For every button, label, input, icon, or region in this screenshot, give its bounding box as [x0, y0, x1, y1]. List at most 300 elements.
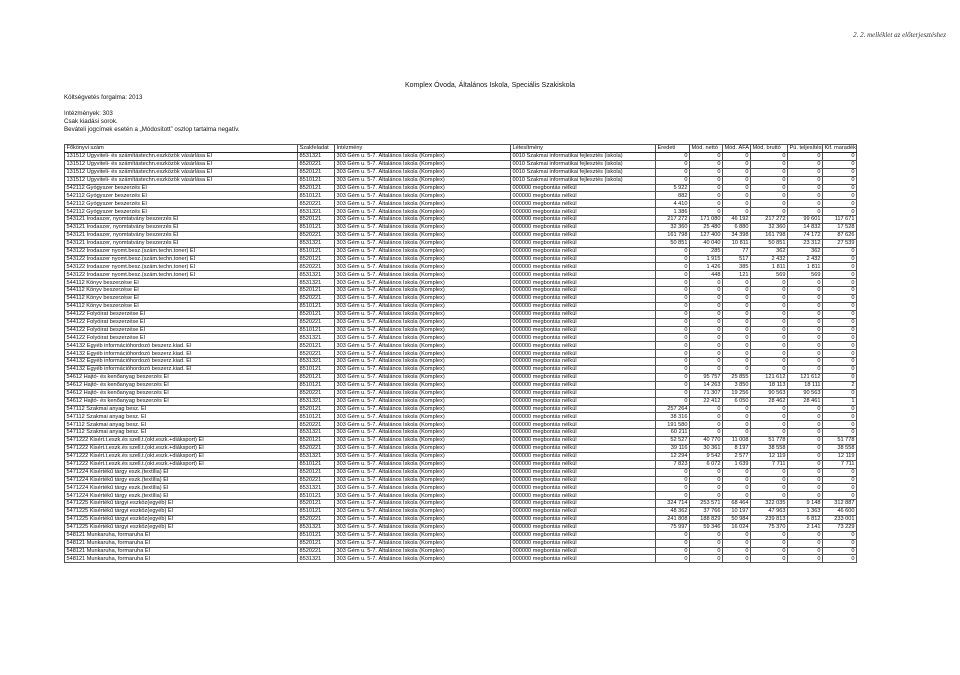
cell-original: 0 — [656, 160, 690, 168]
cell-facility: 000000 megbontás nélkül — [511, 444, 656, 452]
cell-original: 4 410 — [656, 200, 690, 208]
cell-paid: 0 — [788, 208, 823, 216]
cell-task: 8531321 — [298, 334, 335, 342]
cell-paid: 0 — [788, 153, 823, 161]
cell-facility: 000000 megbontás nélkül — [511, 460, 656, 468]
cell-task: 8510121 — [298, 192, 335, 200]
col-header-remaining: Kif. maradék — [824, 145, 856, 152]
cell-institution: 303 Gém u. 5-7. Általános Iskola (Komplex) — [335, 444, 511, 452]
cell-paid: 2 432 — [788, 255, 823, 263]
cell-task: 8520221 — [298, 547, 335, 555]
cell-remaining: 0 — [823, 279, 857, 287]
cell-paid: 0 — [788, 176, 823, 184]
cell-gross: 0 — [751, 160, 788, 168]
cell-institution: 303 Gém u. 5-7. Általános Iskola (Komplex) — [335, 515, 511, 523]
table-row — [65, 192, 857, 200]
cell-original: 0 — [656, 350, 690, 358]
cell-gross: 75 370 — [751, 523, 788, 531]
cell-ledger: 548121 Munkaruha, formaruha EI — [65, 555, 298, 563]
cell-ledger: 548121 Munkaruha, formaruha EI — [65, 531, 298, 539]
cell-facility: 000000 megbontás nélkül — [511, 310, 656, 318]
cell-remaining: 0 — [823, 295, 857, 303]
cell-original: 882 — [656, 192, 690, 200]
page-title: Komplex Óvoda, Általános Iskola, Speciális Szakiskola — [404, 82, 576, 89]
cell-facility: 000000 megbontás nélkül — [511, 500, 656, 508]
cell-paid: 362 — [788, 247, 823, 255]
cell-remaining: 0 — [823, 484, 857, 492]
cell-gross: 0 — [751, 168, 788, 176]
cell-vat: 0 — [723, 405, 751, 413]
cell-facility: 000000 megbontás nélkül — [511, 239, 656, 247]
cell-net: 0 — [690, 429, 723, 437]
cell-gross: 0 — [751, 279, 788, 287]
cell-task: 8520121 — [298, 342, 335, 350]
cell-task: 8531321 — [298, 239, 335, 247]
cell-remaining: 0 — [823, 405, 857, 413]
cell-institution: 303 Gém u. 5-7. Általános Iskola (Komplex) — [335, 484, 511, 492]
cell-original: 5 922 — [656, 184, 690, 192]
table-row — [65, 437, 857, 445]
cell-remaining: 0 — [823, 184, 857, 192]
cell-original: 0 — [656, 287, 690, 295]
cell-task: 8510121 — [298, 224, 335, 232]
budget-year-line: Költségvetés forgalma: 2013 — [64, 94, 143, 101]
cell-gross: 51 778 — [751, 437, 788, 445]
cell-vat: 0 — [723, 476, 751, 484]
cell-task: 8520221 — [298, 515, 335, 523]
cell-remaining: 0 — [823, 176, 857, 184]
cell-facility: 000000 megbontás nélkül — [511, 255, 656, 263]
cell-remaining: 0 — [823, 318, 857, 326]
cell-net: 9 542 — [690, 452, 723, 460]
cell-net: 0 — [690, 310, 723, 318]
cell-task: 8531321 — [298, 271, 335, 279]
table-row — [65, 200, 857, 208]
cell-paid: 0 — [788, 547, 823, 555]
cell-facility: 000000 megbontás nélkül — [511, 381, 656, 389]
cell-gross: 569 — [751, 271, 788, 279]
cell-facility: 0010 Szakmai informatikai fejlesztés (iskola) — [511, 168, 656, 176]
cell-original: 75 997 — [656, 523, 690, 531]
cell-vat: 0 — [723, 334, 751, 342]
cell-task: 8510121 — [298, 247, 335, 255]
table-row — [65, 271, 857, 279]
cell-original: 0 — [656, 263, 690, 271]
table-row — [65, 389, 857, 397]
cell-net: 22 412 — [690, 397, 723, 405]
cell-task: 8531321 — [298, 452, 335, 460]
cell-vat: 0 — [723, 342, 751, 350]
cell-gross: 0 — [751, 295, 788, 303]
cell-net: 0 — [690, 176, 723, 184]
cell-task: 8520221 — [298, 200, 335, 208]
cell-task: 8520121 — [298, 405, 335, 413]
cell-task: 8520221 — [298, 160, 335, 168]
cell-institution: 303 Gém u. 5-7. Általános Iskola (Komplex) — [335, 224, 511, 232]
cell-facility: 000000 megbontás nélkül — [511, 476, 656, 484]
cell-facility: 000000 megbontás nélkül — [511, 373, 656, 381]
table-row — [65, 515, 857, 523]
cell-ledger: 5471222 Kisért.t.eszk.és szell.t.(okt.eszk.+diáksport) EI — [65, 437, 298, 445]
cell-ledger: 544112 Könyv beszerzése EI — [65, 287, 298, 295]
cell-institution: 303 Gém u. 5-7. Általános Iskola (Komplex) — [335, 334, 511, 342]
cell-remaining: 0 — [823, 287, 857, 295]
cell-facility: 000000 megbontás nélkül — [511, 334, 656, 342]
col-header-task: Szakfeladat — [298, 145, 335, 153]
cell-institution: 303 Gém u. 5-7. Általános Iskola (Komplex) — [335, 531, 511, 539]
cell-gross: 0 — [751, 350, 788, 358]
cell-paid: 0 — [788, 366, 823, 374]
cell-vat: 0 — [723, 429, 751, 437]
cell-facility: 000000 megbontás nélkül — [511, 263, 656, 271]
cell-gross: 32 360 — [751, 224, 788, 232]
cell-net: 253 571 — [690, 500, 723, 508]
cell-gross: 0 — [751, 476, 788, 484]
cell-institution: 303 Gém u. 5-7. Általános Iskola (Komplex) — [335, 295, 511, 303]
cell-ledger: 544132 Egyéb információhordozó beszerz.kiad. EI — [65, 350, 298, 358]
cell-remaining: 0 — [823, 192, 857, 200]
cell-original: 0 — [656, 168, 690, 176]
cell-original: 7 823 — [656, 460, 690, 468]
cell-facility: 000000 megbontás nélkül — [511, 429, 656, 437]
cell-institution: 303 Gém u. 5-7. Általános Iskola (Komplex) — [335, 437, 511, 445]
table-row — [65, 429, 857, 437]
cell-task: 8531321 — [298, 523, 335, 531]
cell-paid: 2 141 — [788, 523, 823, 531]
table-row — [65, 397, 857, 405]
cell-vat: 0 — [723, 413, 751, 421]
table-row — [65, 531, 857, 539]
cell-net: 25 480 — [690, 224, 723, 232]
cell-remaining: 0 — [823, 429, 857, 437]
cell-facility: 000000 megbontás nélkül — [511, 405, 656, 413]
cell-institution: 303 Gém u. 5-7. Általános Iskola (Komplex) — [335, 539, 511, 547]
cell-remaining: 0 — [823, 389, 857, 397]
cell-facility: 000000 megbontás nélkül — [511, 287, 656, 295]
cell-task: 8531321 — [298, 555, 335, 563]
cell-institution: 303 Gém u. 5-7. Általános Iskola (Komplex) — [335, 239, 511, 247]
cell-facility: 000000 megbontás nélkül — [511, 216, 656, 224]
cell-facility: 000000 megbontás nélkül — [511, 492, 656, 500]
cell-ledger: 544122 Folyóirat beszerzése EI — [65, 318, 298, 326]
cell-paid: 0 — [788, 460, 823, 468]
cell-task: 8520121 — [298, 373, 335, 381]
cell-original: 0 — [656, 153, 690, 161]
cell-original: 0 — [656, 310, 690, 318]
cell-paid: 0 — [788, 318, 823, 326]
cell-paid: 121 612 — [788, 373, 823, 381]
cell-net: 0 — [690, 326, 723, 334]
cell-ledger: 131512 Ügyviteli- és számítástechn.eszközök vásárlása EI — [65, 168, 298, 176]
cell-gross: 0 — [751, 318, 788, 326]
cell-facility: 000000 megbontás nélkül — [511, 247, 656, 255]
table-row — [65, 224, 857, 232]
cell-paid: 0 — [788, 287, 823, 295]
cell-remaining: 0 — [823, 200, 857, 208]
table-row — [65, 484, 857, 492]
cell-paid: 1 363 — [788, 508, 823, 516]
cell-institution: 303 Gém u. 5-7. Általános Iskola (Komplex) — [335, 373, 511, 381]
cell-institution: 303 Gém u. 5-7. Általános Iskola (Komplex) — [335, 397, 511, 405]
cell-paid: 0 — [788, 531, 823, 539]
cell-task: 8520221 — [298, 421, 335, 429]
cell-facility: 000000 megbontás nélkül — [511, 523, 656, 531]
cell-institution: 303 Gém u. 5-7. Általános Iskola (Komplex) — [335, 523, 511, 531]
cell-vat: 77 — [723, 247, 751, 255]
cell-remaining: 233 001 — [823, 515, 857, 523]
cell-ledger: 544132 Egyéb információhordozó beszerz.kiad. EI — [65, 342, 298, 350]
cell-institution: 303 Gém u. 5-7. Általános Iskola (Komplex) — [335, 208, 511, 216]
cell-task: 8531321 — [298, 397, 335, 405]
cell-original: 0 — [656, 279, 690, 287]
cell-gross: 217 272 — [751, 216, 788, 224]
cell-remaining: 0 — [823, 547, 857, 555]
cell-remaining: 0 — [823, 531, 857, 539]
cell-remaining: 0 — [823, 208, 857, 216]
col-header-institution: Intézmény — [335, 145, 511, 153]
cell-net: 188 829 — [690, 515, 723, 523]
cell-institution: 303 Gém u. 5-7. Általános Iskola (Komplex) — [335, 318, 511, 326]
cell-task: 8510121 — [298, 413, 335, 421]
cell-institution: 303 Gém u. 5-7. Általános Iskola (Komplex) — [335, 358, 511, 366]
negative-note-line: Beváteli jogcímek esetén a „Módosított” oszlop tartalma negatív. — [64, 126, 240, 133]
cell-facility: 000000 megbontás nélkül — [511, 184, 656, 192]
cell-remaining: 312 887 — [823, 500, 857, 508]
cell-remaining: 0 — [823, 326, 857, 334]
cell-net: 14 263 — [690, 381, 723, 389]
cell-facility: 0010 Szakmai informatikai fejlesztés (iskola) — [511, 160, 656, 168]
cell-gross: 0 — [751, 334, 788, 342]
cell-vat: 10 197 — [723, 508, 751, 516]
table-row — [65, 366, 857, 374]
cell-paid: 569 — [788, 271, 823, 279]
cell-paid: 0 — [788, 413, 823, 421]
cell-ledger: 544112 Könyv beszerzése EI — [65, 295, 298, 303]
cell-paid: 0 — [788, 200, 823, 208]
cell-original: 0 — [656, 531, 690, 539]
table-row — [65, 547, 857, 555]
cell-remaining: 0 — [823, 342, 857, 350]
cell-paid: 0 — [788, 350, 823, 358]
cell-task: 8520221 — [298, 350, 335, 358]
cell-gross: 161 798 — [751, 231, 788, 239]
cell-remaining: 0 — [823, 413, 857, 421]
cell-paid: 0 — [788, 476, 823, 484]
cell-gross: 0 — [751, 413, 788, 421]
cell-net: 0 — [690, 350, 723, 358]
cell-original: 0 — [656, 547, 690, 555]
cell-vat: 0 — [723, 302, 751, 310]
cell-vat: 3 850 — [723, 381, 751, 389]
cell-ledger: 544122 Folyóirat beszerzése EI — [65, 334, 298, 342]
cell-vat: 0 — [723, 176, 751, 184]
cell-net: 40 770 — [690, 437, 723, 445]
cell-gross: 12 119 — [751, 452, 788, 460]
cell-institution: 303 Gém u. 5-7. Általános Iskola (Komplex) — [335, 200, 511, 208]
cell-institution: 303 Gém u. 5-7. Általános Iskola (Komplex) — [335, 381, 511, 389]
cell-gross: 0 — [751, 492, 788, 500]
cell-vat: 0 — [723, 153, 751, 161]
cell-ledger: 544112 Könyv beszerzése EI — [65, 279, 298, 287]
cell-net: 6 072 — [690, 460, 723, 468]
cell-paid: 0 — [788, 444, 823, 452]
cell-task: 8520221 — [298, 231, 335, 239]
cell-original: 0 — [656, 389, 690, 397]
cell-net: 0 — [690, 200, 723, 208]
cell-paid: 0 — [788, 358, 823, 366]
cell-net: 0 — [690, 342, 723, 350]
cell-institution: 303 Gém u. 5-7. Általános Iskola (Komplex) — [335, 192, 511, 200]
cell-vat: 0 — [723, 160, 751, 168]
cell-institution: 303 Gém u. 5-7. Általános Iskola (Komplex) — [335, 153, 511, 161]
cell-original: 0 — [656, 468, 690, 476]
cell-vat: 0 — [723, 287, 751, 295]
cell-original: 50 851 — [656, 239, 690, 247]
cell-facility: 000000 megbontás nélkül — [511, 192, 656, 200]
cell-facility: 000000 megbontás nélkül — [511, 231, 656, 239]
cell-task: 8520121 — [298, 310, 335, 318]
cell-facility: 000000 megbontás nélkül — [511, 200, 656, 208]
cell-ledger: 5471225 Kisértékű tárgyi eszköz(egyéb) EI — [65, 515, 298, 523]
cell-institution: 303 Gém u. 5-7. Általános Iskola (Komplex) — [335, 500, 511, 508]
cell-original: 0 — [656, 176, 690, 184]
cell-paid: 18 111 — [788, 381, 823, 389]
cell-gross: 0 — [751, 547, 788, 555]
cell-gross: 0 — [751, 468, 788, 476]
cell-facility: 000000 megbontás nélkül — [511, 452, 656, 460]
cell-remaining: 0 — [823, 476, 857, 484]
cell-institution: 303 Gém u. 5-7. Általános Iskola (Komplex) — [335, 216, 511, 224]
cell-facility: 000000 megbontás nélkül — [511, 342, 656, 350]
cell-vat: 8 197 — [723, 444, 751, 452]
cell-gross: 18 113 — [751, 381, 788, 389]
cell-task: 8510121 — [298, 381, 335, 389]
col-header-vat: Mód. ÁFA — [724, 145, 750, 152]
cell-vat: 0 — [723, 555, 751, 563]
cell-vat: 385 — [723, 263, 751, 271]
cell-ledger: 542112 Gyógyszer beszerzés EI — [65, 200, 298, 208]
cell-task: 8510121 — [298, 302, 335, 310]
cell-institution: 303 Gém u. 5-7. Általános Iskola (Komplex) — [335, 302, 511, 310]
cell-paid: 6 812 — [788, 515, 823, 523]
cell-vat: 0 — [723, 310, 751, 318]
cell-facility: 000000 megbontás nélkül — [511, 295, 656, 303]
cell-remaining: 27 539 — [823, 239, 857, 247]
cell-institution: 303 Gém u. 5-7. Általános Iskola (Komplex) — [335, 255, 511, 263]
table-row — [65, 444, 857, 452]
cell-gross: 1 811 — [751, 263, 788, 271]
cell-task: 8520221 — [298, 318, 335, 326]
cell-facility: 000000 megbontás nélkül — [511, 389, 656, 397]
table-row — [65, 452, 857, 460]
cell-task: 8520221 — [298, 263, 335, 271]
cell-institution: 303 Gém u. 5-7. Általános Iskola (Komplex) — [335, 460, 511, 468]
budget-table — [64, 144, 857, 563]
cell-net: 1 426 — [690, 263, 723, 271]
cell-vat: 0 — [723, 326, 751, 334]
table-row — [65, 231, 857, 239]
cell-net: 0 — [690, 334, 723, 342]
cell-original: 0 — [656, 326, 690, 334]
cell-remaining: 0 — [823, 492, 857, 500]
cell-task: 8520221 — [298, 476, 335, 484]
cell-gross: 0 — [751, 531, 788, 539]
cell-net: 0 — [690, 468, 723, 476]
cell-net: 40 040 — [690, 239, 723, 247]
cell-original: 324 714 — [656, 500, 690, 508]
cell-vat: 0 — [723, 547, 751, 555]
cell-net: 0 — [690, 366, 723, 374]
cell-institution: 303 Gém u. 5-7. Általános Iskola (Komplex) — [335, 176, 511, 184]
cell-ledger: 5471225 Kisértékű tárgyi eszköz(egyéb) EI — [65, 508, 298, 516]
cell-vat: 10 811 — [723, 239, 751, 247]
cell-net: 0 — [690, 421, 723, 429]
cell-remaining: 0 — [823, 168, 857, 176]
cell-gross: 362 — [751, 247, 788, 255]
cell-institution: 303 Gém u. 5-7. Általános Iskola (Komplex) — [335, 429, 511, 437]
cell-ledger: 544122 Folyóirat beszerzése EI — [65, 326, 298, 334]
cell-task: 8510121 — [298, 176, 335, 184]
cell-gross: 0 — [751, 302, 788, 310]
cell-remaining: 0 — [823, 263, 857, 271]
cell-remaining: 46 600 — [823, 508, 857, 516]
cell-remaining: 0 — [823, 373, 857, 381]
cell-original: 48 362 — [656, 508, 690, 516]
cell-net: 1 915 — [690, 255, 723, 263]
table-row — [65, 208, 857, 216]
cell-paid: 90 563 — [788, 389, 823, 397]
cell-net: 0 — [690, 302, 723, 310]
cell-vat: 0 — [723, 208, 751, 216]
cell-paid: 0 — [788, 342, 823, 350]
cell-original: 0 — [656, 334, 690, 342]
cell-paid: 23 312 — [788, 239, 823, 247]
cell-paid: 0 — [788, 192, 823, 200]
cell-vat: 0 — [723, 350, 751, 358]
cell-facility: 000000 megbontás nélkül — [511, 539, 656, 547]
cell-original: 60 211 — [656, 429, 690, 437]
cell-gross: 0 — [751, 484, 788, 492]
cell-net: 0 — [690, 168, 723, 176]
cell-gross: 28 462 — [751, 397, 788, 405]
table-row — [65, 153, 857, 161]
cell-remaining: 73 229 — [823, 523, 857, 531]
cell-task: 8520221 — [298, 389, 335, 397]
cell-paid: 0 — [788, 492, 823, 500]
table-row — [65, 413, 857, 421]
table-row — [65, 184, 857, 192]
table-row — [65, 247, 857, 255]
cell-paid: 0 — [788, 160, 823, 168]
cell-remaining: 0 — [823, 247, 857, 255]
cell-ledger: 131512 Ügyviteli- és számítástechn.eszközök vásárlása EI — [65, 160, 298, 168]
table-row — [65, 160, 857, 168]
cell-task: 8531321 — [298, 279, 335, 287]
table-row — [65, 508, 857, 516]
cell-ledger: 5471225 Kisértékű tárgyi eszköz(egyéb) EI — [65, 523, 298, 531]
cell-vat: 0 — [723, 531, 751, 539]
cell-net: 171 080 — [690, 216, 723, 224]
cell-vat: 6 880 — [723, 224, 751, 232]
cell-original: 0 — [656, 295, 690, 303]
table-row — [65, 405, 857, 413]
cell-facility: 0010 Szakmai informatikai fejlesztés (iskola) — [511, 153, 656, 161]
cell-paid: 99 601 — [788, 216, 823, 224]
cell-institution: 303 Gém u. 5-7. Általános Iskola (Komplex) — [335, 160, 511, 168]
cell-gross: 121 612 — [751, 373, 788, 381]
info-block-2 — [64, 110, 240, 134]
cell-net: 0 — [690, 358, 723, 366]
